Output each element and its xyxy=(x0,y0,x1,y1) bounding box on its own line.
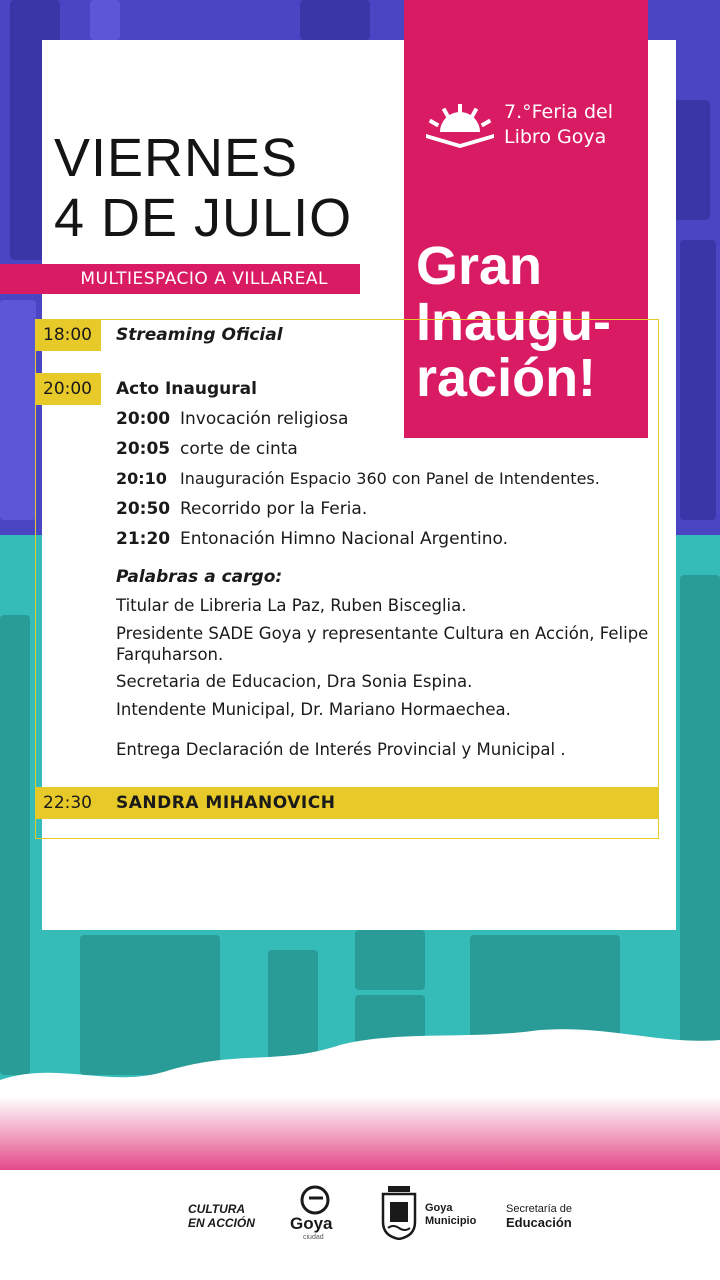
time-badge-2230: 22:30 xyxy=(43,793,92,813)
footer-logos xyxy=(0,1180,720,1250)
date-day: 4 DE JULIO xyxy=(54,188,353,248)
program-item xyxy=(116,529,508,549)
speaker-line: Titular de Libreria La Paz, Ruben Bisceglia. xyxy=(116,596,467,615)
cultura-en-accion-logo xyxy=(188,1202,255,1230)
headline-line3: ración! xyxy=(416,348,597,408)
goya-logo-sub: ciudad xyxy=(303,1234,324,1241)
item-time: 20:05 xyxy=(116,439,171,459)
sec-line1: Secretaría de xyxy=(506,1203,573,1215)
acto-label: Acto Inaugural xyxy=(116,379,257,399)
item-text: Entonación Himno Nacional Argentino. xyxy=(180,529,509,549)
item-time: 20:10 xyxy=(116,469,167,488)
goya-ciudad-icon xyxy=(299,1184,331,1216)
item-time: 21:20 xyxy=(116,529,171,549)
headline-line1: Gran xyxy=(416,236,543,296)
muni-line1: Goya xyxy=(425,1202,453,1214)
program-item xyxy=(116,439,298,459)
time-badge-1800: 18:00 xyxy=(35,319,101,351)
speaker-line: Secretaria de Educacion, Dra Sonia Espina. xyxy=(116,672,473,691)
item-time: 20:00 xyxy=(116,409,171,429)
speaker-line: Presidente SADE Goya y representante Cultura en Acción, Felipe Farquharson. xyxy=(116,624,649,664)
headline-line2: Inaugu- xyxy=(416,292,611,352)
time-badge-2000: 20:00 xyxy=(35,373,101,405)
item-text: Recorrido por la Feria. xyxy=(180,499,368,519)
streaming-label: Streaming Oficial xyxy=(116,325,283,345)
muni-line2: Municipio xyxy=(425,1215,477,1227)
palabras-title: Palabras a cargo: xyxy=(116,567,283,587)
item-time: 20:50 xyxy=(116,499,171,519)
cultura-line2: EN ACCIÓN xyxy=(188,1216,255,1230)
goya-municipio-logo xyxy=(425,1202,476,1228)
goya-logo-text: Goya xyxy=(290,1214,333,1233)
item-text: Inauguración Espacio 360 con Panel de Intendentes. xyxy=(180,469,600,488)
sec-line2: Educación xyxy=(506,1215,572,1230)
feria-logo-icon xyxy=(424,104,496,148)
program-item xyxy=(116,499,367,519)
entrega-line: Entrega Declaración de Interés Provincial y Municipal . xyxy=(116,740,566,759)
program-item xyxy=(116,469,600,488)
item-text: Invocación religiosa xyxy=(180,409,349,429)
cultura-line1: CULTURA xyxy=(188,1202,246,1216)
logo-line2: Libro Goya xyxy=(504,126,607,148)
venue-banner: MULTIESPACIO A VILLAREAL xyxy=(0,264,360,294)
program-item xyxy=(116,409,348,429)
speaker-line: Intendente Municipal, Dr. Mariano Hormaechea. xyxy=(116,700,511,719)
municipio-crest-icon xyxy=(380,1186,418,1240)
date-weekday: VIERNES xyxy=(54,128,299,188)
secretaria-educacion-logo xyxy=(506,1202,572,1230)
event-date xyxy=(54,128,352,248)
closing-artist: SANDRA MIHANOVICH xyxy=(116,793,336,813)
feria-logo-text xyxy=(504,100,613,150)
logo-line1: 7.°Feria del xyxy=(504,101,614,123)
item-text: corte de cinta xyxy=(180,439,298,459)
